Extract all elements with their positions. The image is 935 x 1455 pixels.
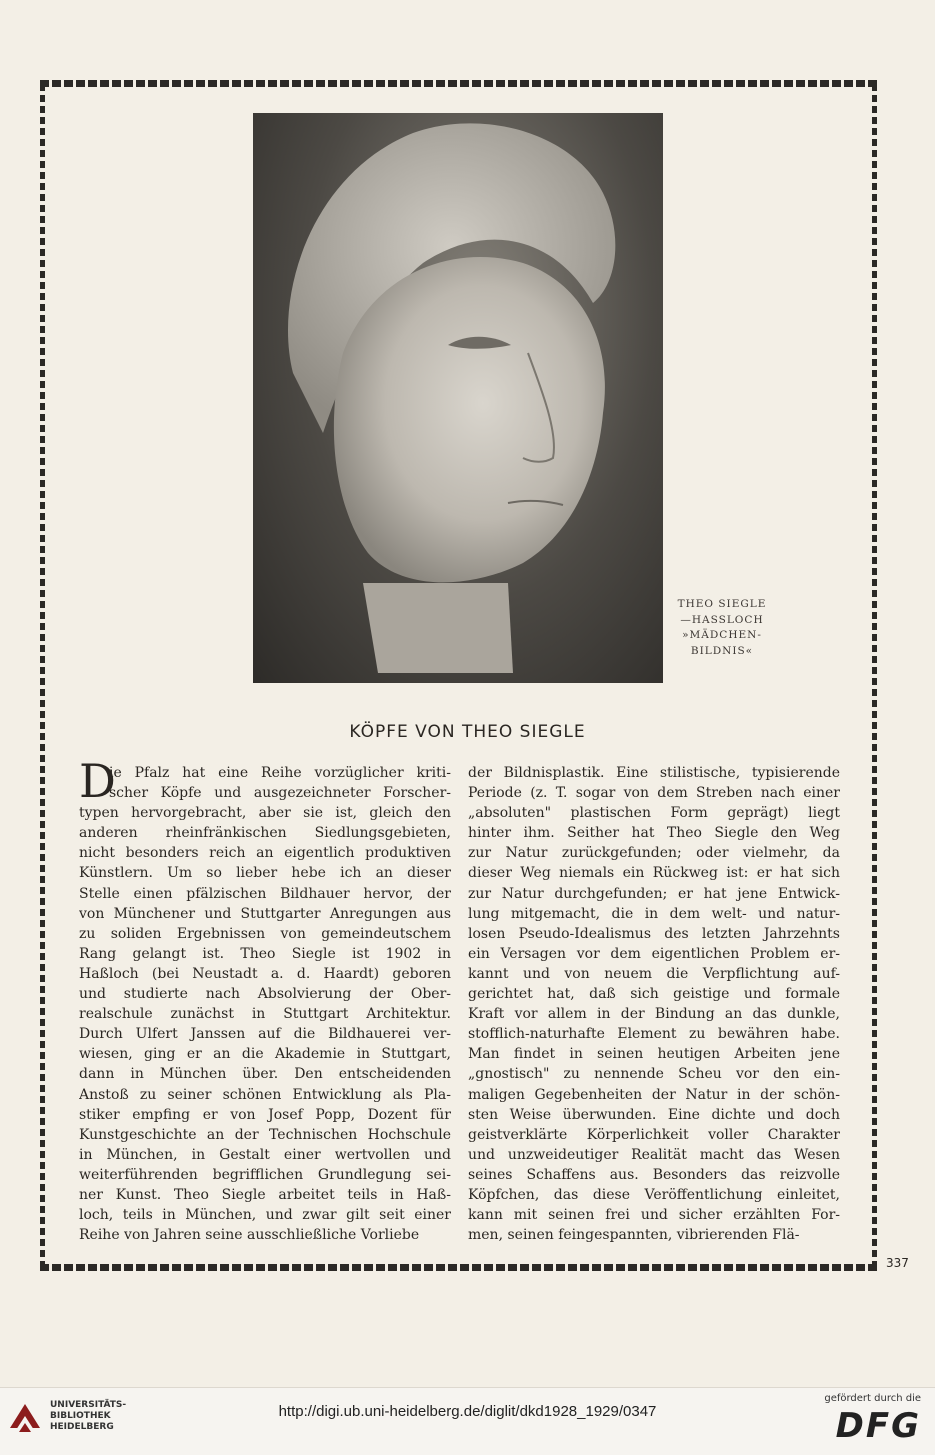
text-line: anderen rheinfränkischen Siedlungsgebieten, xyxy=(79,825,451,842)
text-line: stofflich-naturhafte Element zu bewähren habe. xyxy=(468,1026,840,1043)
text-line: in München, in Gestalt einer wertvollen und xyxy=(79,1146,451,1163)
text-line: dann in München über. Den entscheidenden xyxy=(79,1066,451,1083)
text-line: zur Natur durchgefunden; er hat jene Entwick- xyxy=(468,885,840,902)
text-line: hinter ihm. Seither hat Theo Siegle den Weg xyxy=(468,825,840,842)
text-line: Man findet in seinen heutigen Arbeiten jene xyxy=(468,1046,840,1063)
left-text-column xyxy=(79,754,451,1245)
text-line: realschule zunächst in Stuttgart Architektur. xyxy=(79,1006,451,1023)
text-line: „gnostisch" zu nennende Scheu vor den ein- xyxy=(468,1066,840,1083)
text-line: men, seinen feingespannten, vibrierenden Flä- xyxy=(468,1227,800,1244)
library-name-line: HEIDELBERG xyxy=(50,1422,114,1432)
text-line: Kraft vor allem in der Bindung an das dunkle, xyxy=(468,1006,840,1023)
text-line: und studierte nach Absolvierung der Ober- xyxy=(79,986,451,1003)
text-line: dieser Weg niemals ein Rückweg ist: er hat sich xyxy=(468,865,840,882)
article-title: KÖPFE VON THEO SIEGLE xyxy=(349,722,586,742)
text-line: ein Versagen vor dem eigentlichen Problem er- xyxy=(468,945,840,962)
frame-right-border xyxy=(872,84,877,1270)
text-line: Künstlern. Um so lieber hebe ich an dieser xyxy=(79,865,451,882)
text-line: zur Natur zurückgefunden; oder vielmehr, da xyxy=(468,845,840,862)
text-line: typen hervorgebracht, aber sie ist, gleich den xyxy=(79,805,451,822)
text-line: lung mitgemacht, die in dem welt- und natur- xyxy=(468,905,840,922)
viewer-footer xyxy=(0,1387,935,1455)
text-line: kann mit seinen frei und sicher erzählten For- xyxy=(468,1207,840,1224)
library-name-line: UNIVERSITÄTS- xyxy=(50,1400,127,1410)
text-line: „absoluten" plastischen Form geprägt) liegt xyxy=(468,805,840,822)
text-line: scher Köpfe und ausgezeichneter Forscher- xyxy=(109,785,451,802)
right-text-column xyxy=(468,763,840,1245)
text-line: wiesen, ging er an die Akademie in Stuttgart, xyxy=(79,1046,451,1063)
text-line: losen Pseudo-Idealismus des letzten Jahrzehnts xyxy=(468,925,840,942)
source-url-link[interactable]: http://digi.ub.uni-heidelberg.de/diglit/dkd1928_1929/0347 xyxy=(278,1403,657,1420)
text-line: Anstoß zu seiner schönen Entwicklung als Pla- xyxy=(79,1086,451,1103)
frame-top-border xyxy=(40,80,877,87)
drop-cap: D xyxy=(79,754,116,808)
caption-line: BILDNIS« xyxy=(690,644,754,657)
text-line: Periode (z. T. sogar von dem Streben nach einer xyxy=(468,785,840,802)
text-line: und unzweideutiger Realität macht das Wesen xyxy=(468,1146,840,1163)
sculpture-photo xyxy=(253,113,663,683)
text-line: ner Kunst. Theo Siegle arbeitet teils in Haß- xyxy=(79,1186,451,1203)
text-line: loch, teils in München, und zwar gilt seit einer xyxy=(79,1207,451,1224)
text-line: Durch Ulfert Janssen auf die Bildhauerei ver- xyxy=(79,1026,451,1043)
text-line: ie Pfalz hat eine Reihe vorzüglicher kriti- xyxy=(109,765,451,781)
text-line: maligen Gegebenheiten der Natur in der schön- xyxy=(468,1086,840,1103)
text-line: weiterführenden begrifflichen Grundlegung sei- xyxy=(79,1166,451,1183)
text-line: sten Weise überwunden. Eine dichte und doch xyxy=(468,1106,840,1123)
text-line: gerichtet hat, daß sich geistige und formale xyxy=(468,986,840,1003)
text-line: der Bildnisplastik. Eine stilistische, typisierende xyxy=(468,765,840,781)
caption-line: »MÄDCHEN- xyxy=(682,629,762,641)
page-number: 337 xyxy=(886,1256,909,1270)
text-line: zu soliden Ergebnissen von gemeindeutschem xyxy=(79,925,451,942)
text-line: Kunstgeschichte an der Technischen Hochschule xyxy=(79,1126,451,1143)
caption-line: THEO SIEGLE xyxy=(677,598,767,610)
text-line: Köpfchen, das diese Veröffentlichung einleitet, xyxy=(468,1186,840,1203)
caption-line: —HASSLOCH xyxy=(680,613,764,626)
text-line: seines Schaffens aus. Besonders das reizvolle xyxy=(468,1166,840,1183)
library-name-line: BIBLIOTHEK xyxy=(50,1411,111,1421)
dfg-logo[interactable]: DFG xyxy=(835,1406,921,1446)
text-line: Reihe von Jahren seine ausschließliche Vorliebe xyxy=(79,1227,420,1244)
text-line: Rang gelangt ist. Theo Siegle ist 1902 in xyxy=(79,945,451,962)
text-line: kannt und von neuem die Verpflichtung auf- xyxy=(468,965,840,982)
frame-left-border xyxy=(40,84,45,1270)
text-line: nicht besonders reich an eigentlich produktiven xyxy=(79,845,451,862)
frame-bottom-border xyxy=(40,1264,877,1271)
photo-caption xyxy=(672,597,772,659)
text-line: Haßloch (bei Neustadt a. d. Haardt) geboren xyxy=(79,965,451,982)
text-line: Stelle einen pfälzischen Bildhauer hervor, der xyxy=(79,885,451,902)
funded-by-label: gefördert durch die xyxy=(824,1393,921,1404)
text-line: geistverklärte Körperlichkeit voller Charakter xyxy=(468,1126,840,1143)
text-line: stiker empfing er von Josef Popp, Dozent für xyxy=(79,1106,451,1123)
text-line: von Münchener und Stuttgarter Anregungen aus xyxy=(79,905,451,922)
